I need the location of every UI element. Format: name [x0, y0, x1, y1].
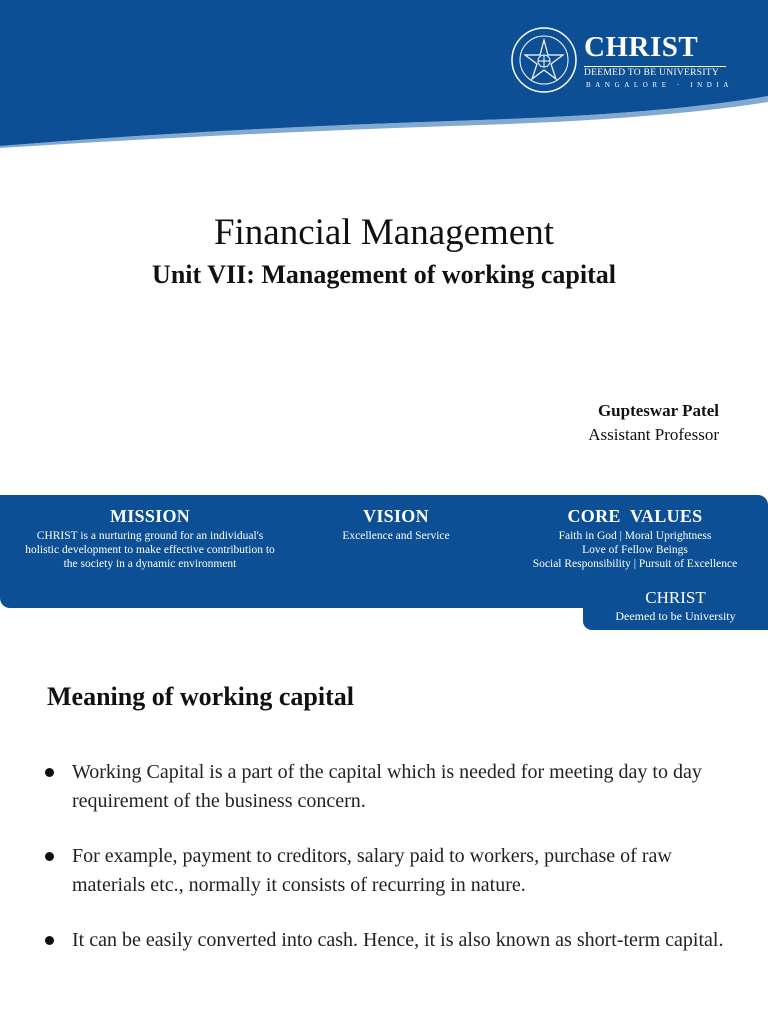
page-subtitle: Unit VII: Management of working capital: [152, 260, 616, 289]
footer-brand-name: CHRIST: [645, 588, 706, 607]
list-item: [44, 926, 734, 955]
list-item-text: For example, payment to creditors, salary paid to workers, purchase of raw materials etc., normally it consists of recurring in nature.: [72, 845, 672, 896]
bullet-icon: [45, 852, 54, 861]
header-band: [0, 0, 768, 148]
bullet-icon: [45, 768, 54, 777]
list-item: [44, 842, 734, 900]
footer-brand-tab: [583, 585, 768, 630]
brand-location: BANGALORE · INDIA: [586, 81, 734, 89]
core-values-line: Social Responsibility | Pursuit of Excellence: [532, 558, 738, 570]
footer-brand-subtitle: Deemed to be University: [615, 609, 736, 623]
university-seal-icon: [510, 26, 578, 94]
vision-line: Excellence and Service: [342, 530, 450, 542]
section-heading: Meaning of working capital: [47, 682, 354, 711]
mission-block: [0, 495, 300, 571]
list-item-text: It can be easily converted into cash. Hence, it is also known as short-term capital.: [72, 929, 724, 951]
list-item: [44, 758, 734, 816]
mission-heading: MISSION: [109, 506, 191, 526]
core-values-heading: CORE VALUES: [567, 506, 703, 526]
mission-line: the society in a dynamic environment: [63, 558, 237, 570]
list-item-text: Working Capital is a part of the capital which is needed for meeting day to day requirement of the business concern.: [72, 761, 702, 812]
core-values-line: Love of Fellow Beings: [582, 544, 688, 556]
mission-line: holistic development to make effective contribution to: [25, 544, 275, 556]
brand-subtitle: DEEMED TO BE UNIVERSITY: [584, 68, 720, 78]
vision-block: [296, 495, 496, 543]
presenter-role: Assistant Professor: [588, 425, 719, 444]
page-title: Financial Management: [213, 212, 555, 253]
core-values-line: Faith in God | Moral Uprightness: [558, 530, 712, 542]
mission-line: CHRIST is a nurturing ground for an individual's: [36, 530, 264, 542]
presenter-name: Gupteswar Patel: [597, 401, 719, 420]
brand-logo: [510, 26, 740, 98]
bullet-list: [44, 758, 734, 955]
brand-name: CHRIST: [584, 31, 699, 63]
vision-heading: VISION: [363, 506, 429, 526]
core-values-block: [510, 495, 760, 571]
bullet-icon: [45, 936, 54, 945]
